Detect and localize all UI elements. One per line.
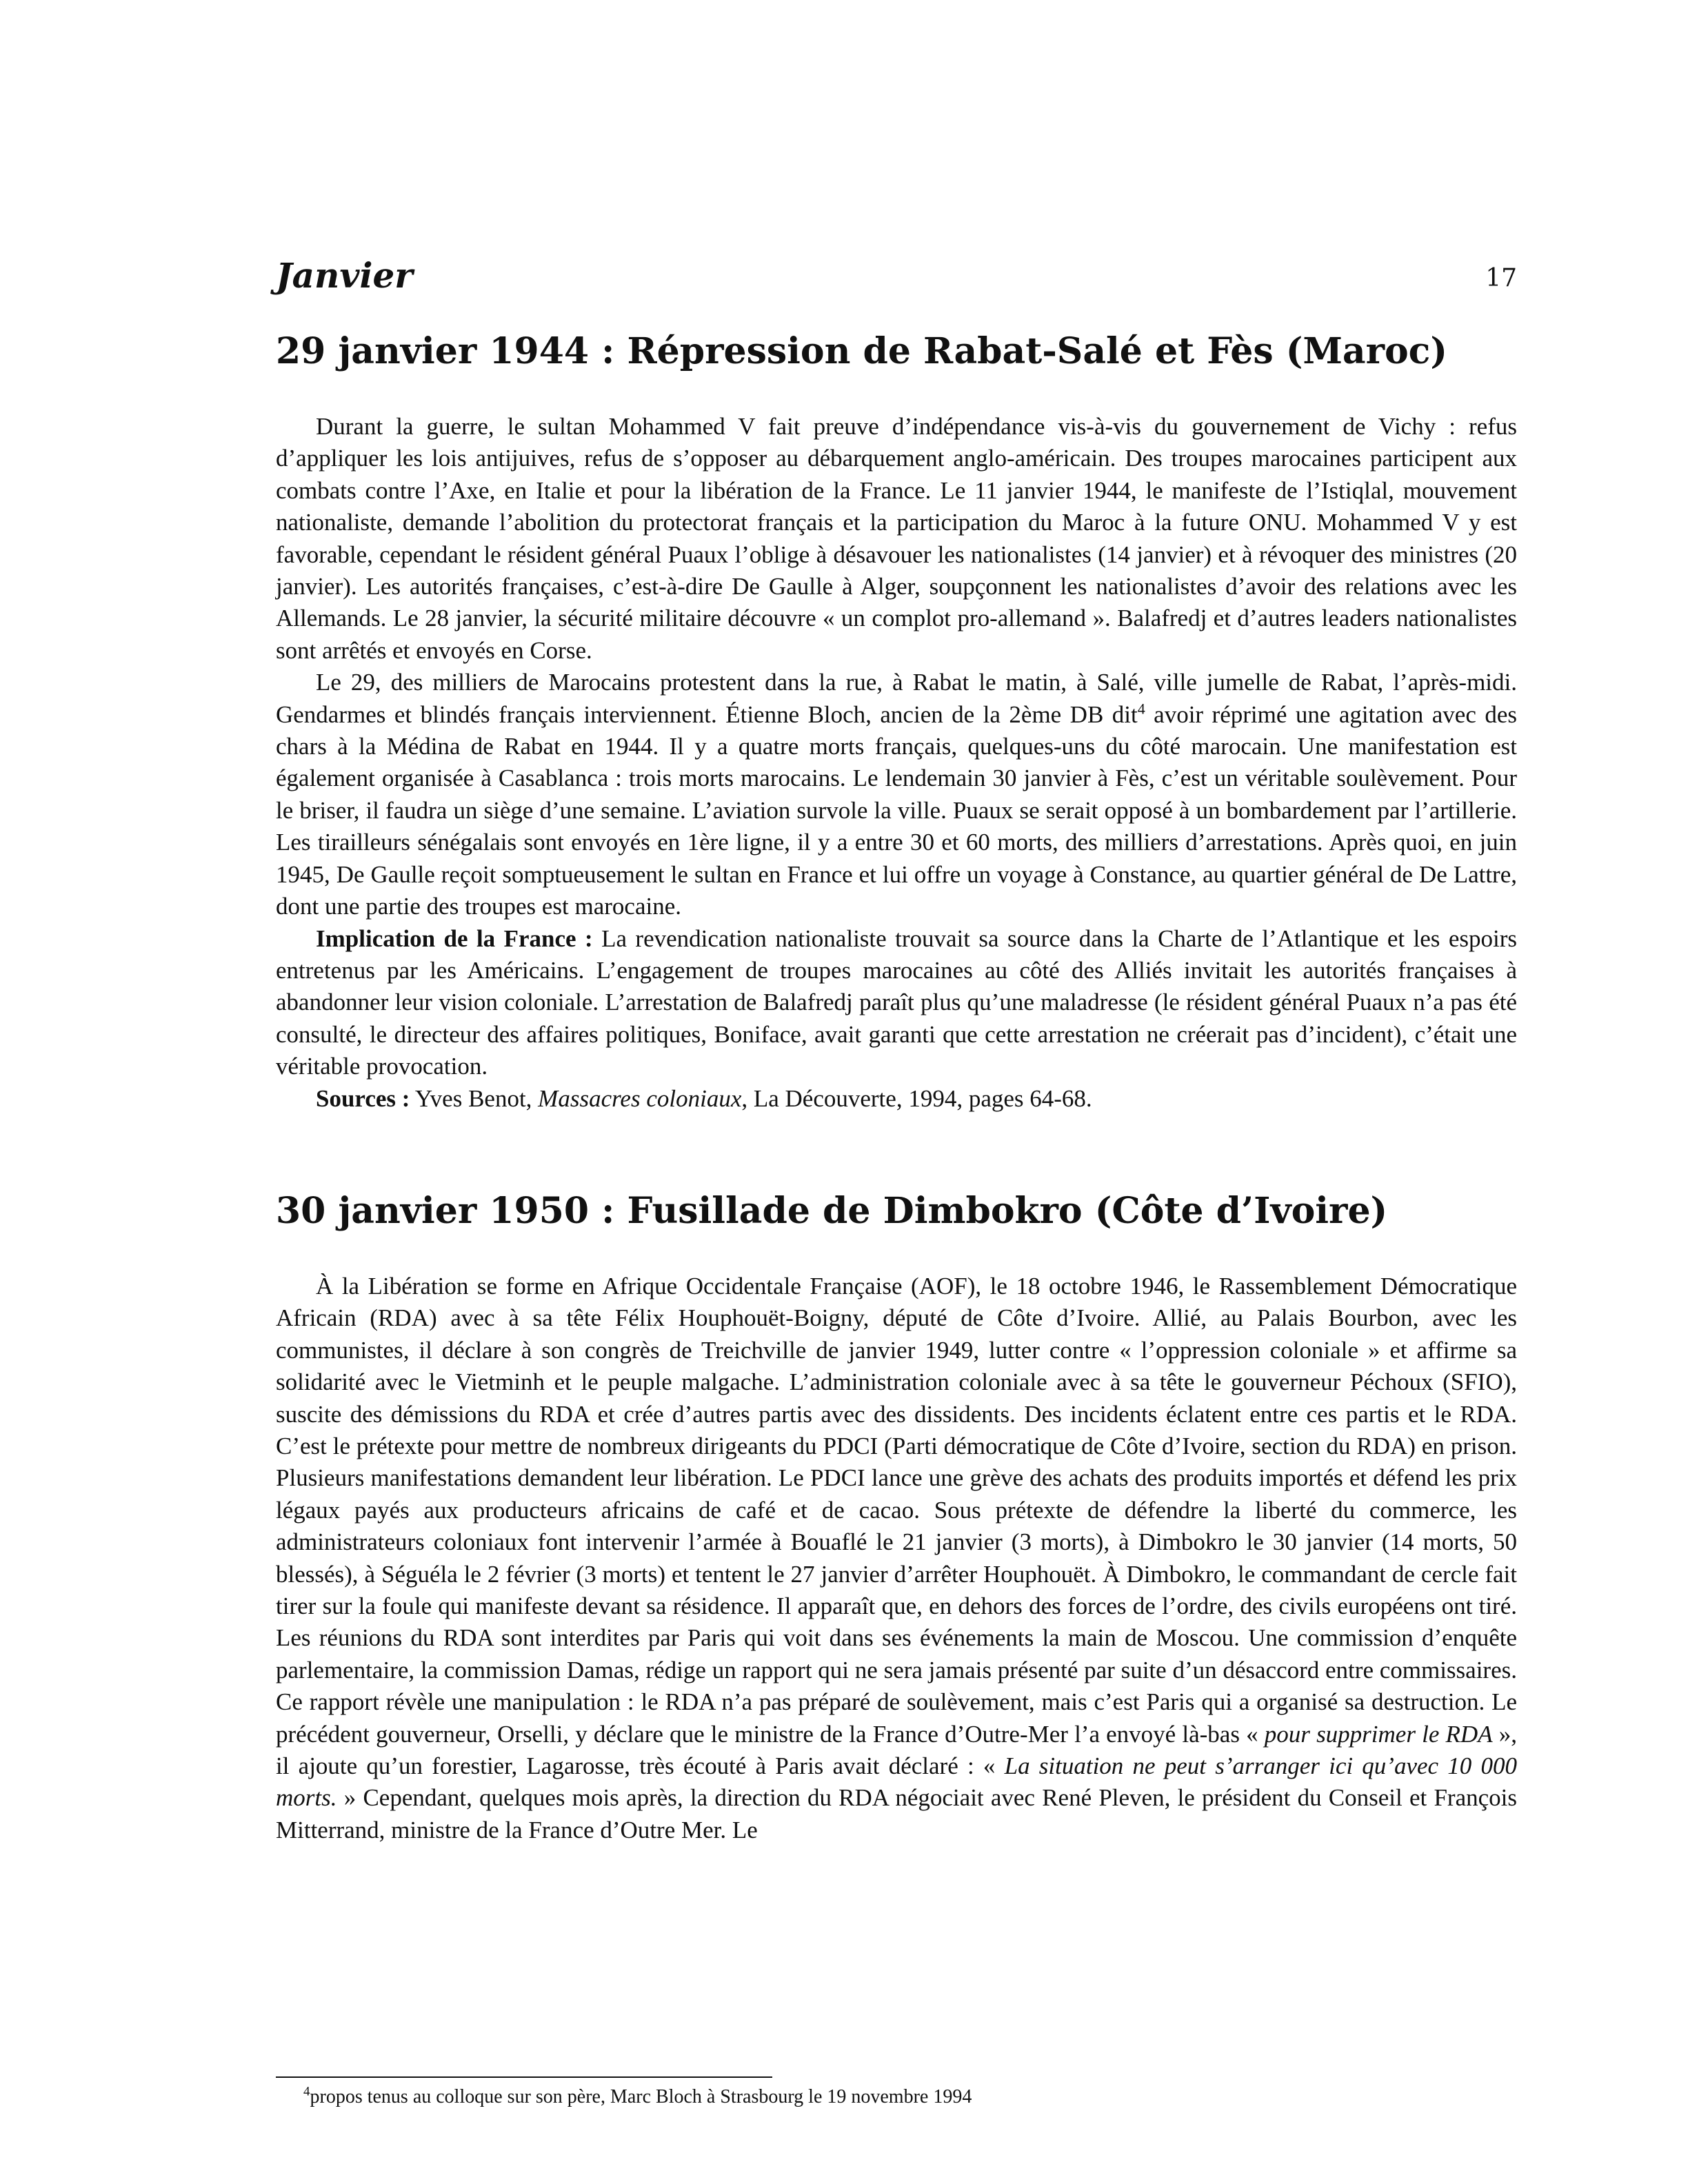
paragraph-dimbokro: À la Libération se forme en Afrique Occidentale Française (AOF), le 18 octobre 1946, le Rassemblement Démocratique Africain (RDA) avec à sa tête Félix Houphouët-Boigny, député de Côte d’Ivoire. Allié, au Palais Bourbon, avec les communistes, il déclare à son congrès de Treichville de janvier 1949, lutter contre « l’oppression coloniale » et affirme sa solidarité avec le Vietminh et le peuple malgache. L’administration coloniale avec à sa tête le gouverneur Péchoux (SFIO), suscite des démissions du RDA et crée d’autres partis avec des dissidents. Des incidents éclatent entre ces partis et le RDA. C’est le prétexte pour mettre de nombreux dirigeants du PDCI (Parti démocratique de Côte d’Ivoire, section du RDA) en prison. Plusieurs manifestations demandent leur libération. Le PDCI lance une grève des achats des produits importés et défend les prix légaux payés aux producteurs africains de café et de cacao. Sous prétexte de défendre la liberté du commerce, les administrateurs coloniaux font intervenir l’armée à Bouaflé le 21 janvier (3 morts), à Dimbokro le 30 janvier (14 morts, 50 blessés), à Séguéla le 2 février (3 morts) et tentent le 27 janvier d’arrêter Houphouët. À Dimbokro, le commandant de cercle fait tirer sur la foule qui manifeste devant sa résidence. Il apparaît que, en dehors des forces de l’ordre, des civils européens ont tiré. Les réunions du RDA sont interdites par Paris qui voit dans ses événements la main de Moscou. Une commission d’enquête parlementaire, la commission Damas, rédige un rapport qui ne sera jamais présenté par suite d’un désaccord entre commissaires. Ce rapport révèle une manipulation : le RDA n’a pas préparé de soulèvement, mais c’est Paris qui a organisé sa destruction. Le précédent gouverneur, Orselli, y déclare que le ministre de la France d’Outre-Mer l’a envoyé là-bas « pour supprimer le RDA », il ajoute qu’un forestier, Lagarosse, très écouté à Paris avait déclaré : « La situation ne peut s’arranger ici qu’avec 10 000 morts. » Cependant, quelques mois après, la direction du RDA négociait avec René Pleven, le président du Conseil et François Mitterrand, ministre de la France d’Outre Mer. Le xyxy=(276,1272,1518,1843)
running-title: Janvier xyxy=(276,255,413,296)
quote-supprimer: pour supprimer le RDA xyxy=(1264,1720,1493,1748)
paragraph-implication: Implication de la France : La revendication nationaliste trouvait sa source dans la Charte de l’Atlantique et les espoirs entretenus par les Américains. L’engagement de troupes marocaines au côté des Alliés invitait les autorités françaises à abandonner leur vision coloniale. L’arrestation de Balafredj paraît plus qu’une maladresse (le résident général Puaux n’a pas été consulté, le directeur des affaires politiques, Boniface, avait garanti que cette arrestation ne créerait pas d’incident), c’était une véritable provocation. xyxy=(276,924,1517,1080)
implication-label: Implication de la France : xyxy=(316,924,593,952)
paragraph-context-1944: Durant la guerre, le sultan Mohammed V fait preuve d’indépendance vis-à-vis du gouvernement de Vichy : refus d’appliquer les lois antijuives, refus de s’opposer au débarquement anglo-américain. Des troupes marocaines participent aux combats contre l’Axe, en Italie et pour la libération de la France. Le 11 janvier 1944, le manifeste de l’Istiqlal, mouvement nationaliste, demande l’abolition du protectorat français et la participation du Maroc à la future ONU. Mohammed V y est favorable, cependant le résident général Puaux l’oblige à désavouer les nationalistes (14 janvier) et à révoquer des ministres (20 janvier). Les autorités françaises, c’est-à-dire De Gaulle à Alger, soupçonnent les nationalistes d’avoir des relations avec les Allemands. Le 28 janvier, la sécurité militaire découvre « un complot pro-allemand ». Balafredj et d’autres leaders nationalistes sont arrêtés et envoyés en Corse. xyxy=(276,413,1517,664)
section-title-1950: 30 janvier 1950 : Fusillade de Dimbokro (Côte d’Ivoire) xyxy=(276,1189,1388,1232)
page-number: 17 xyxy=(1485,264,1517,292)
page-body xyxy=(276,255,1517,1846)
footnote-number: 4 xyxy=(303,2084,310,2099)
footnote-ref[interactable]: 4 xyxy=(1137,700,1145,717)
paragraph-repression-1944: Le 29, des milliers de Marocains protestent dans la rue, à Rabat le matin, à Salé, ville jumelle de Rabat, l’après-midi. Gendarmes et blindés français interviennent. Étienne Bloch, ancien de la 2ème DB dit$^4$ avoir réprimé une agitation avec des chars à la Médina de Rabat en 1944. Il y a quatre morts français, quelques-uns du côté marocain. Une manifestation est également organisée à Casablanca : trois morts marocains. Le lendemain 30 janvier à Fès, c’est un véritable soulèvement. Pour le briser, il faudra un siège d’une semaine. L’aviation survole la ville. Puaux se serait opposé à un bombardement par l’artillerie. Les tirailleurs sénégalais sont envoyés en 1ère ligne, il y a entre 30 et 60 morts, des milliers d’arrestations. Après quoi, en juin 1945, De Gaulle reçoit somptueusement le sultan en France et lui offre un voyage à Constance, au quartier général de De Lattre, dont une partie des troupes est marocaine. xyxy=(276,669,1517,920)
running-header xyxy=(276,255,1517,303)
footnote-rule xyxy=(276,2076,772,2078)
book-title: Massacres coloniaux xyxy=(538,1084,742,1112)
quote-situation: La situation ne peut s’arranger ici qu’avec 10 000 morts. xyxy=(276,1752,1517,1812)
footnote xyxy=(303,2083,1517,2111)
section-title-1944: 29 janvier 1944 : Répression de Rabat-Salé et Fès (Maroc) xyxy=(276,330,1447,372)
paragraph-sources: Sources : Yves Benot, Massacres coloniaux, La Découverte, 1994, pages 64-68. xyxy=(316,1084,1092,1112)
sources-label: Sources : xyxy=(316,1084,410,1112)
footnote-text: propos tenus au colloque sur son père, Marc Bloch à Strasbourg le 19 novembre 1994 xyxy=(310,2086,972,2107)
